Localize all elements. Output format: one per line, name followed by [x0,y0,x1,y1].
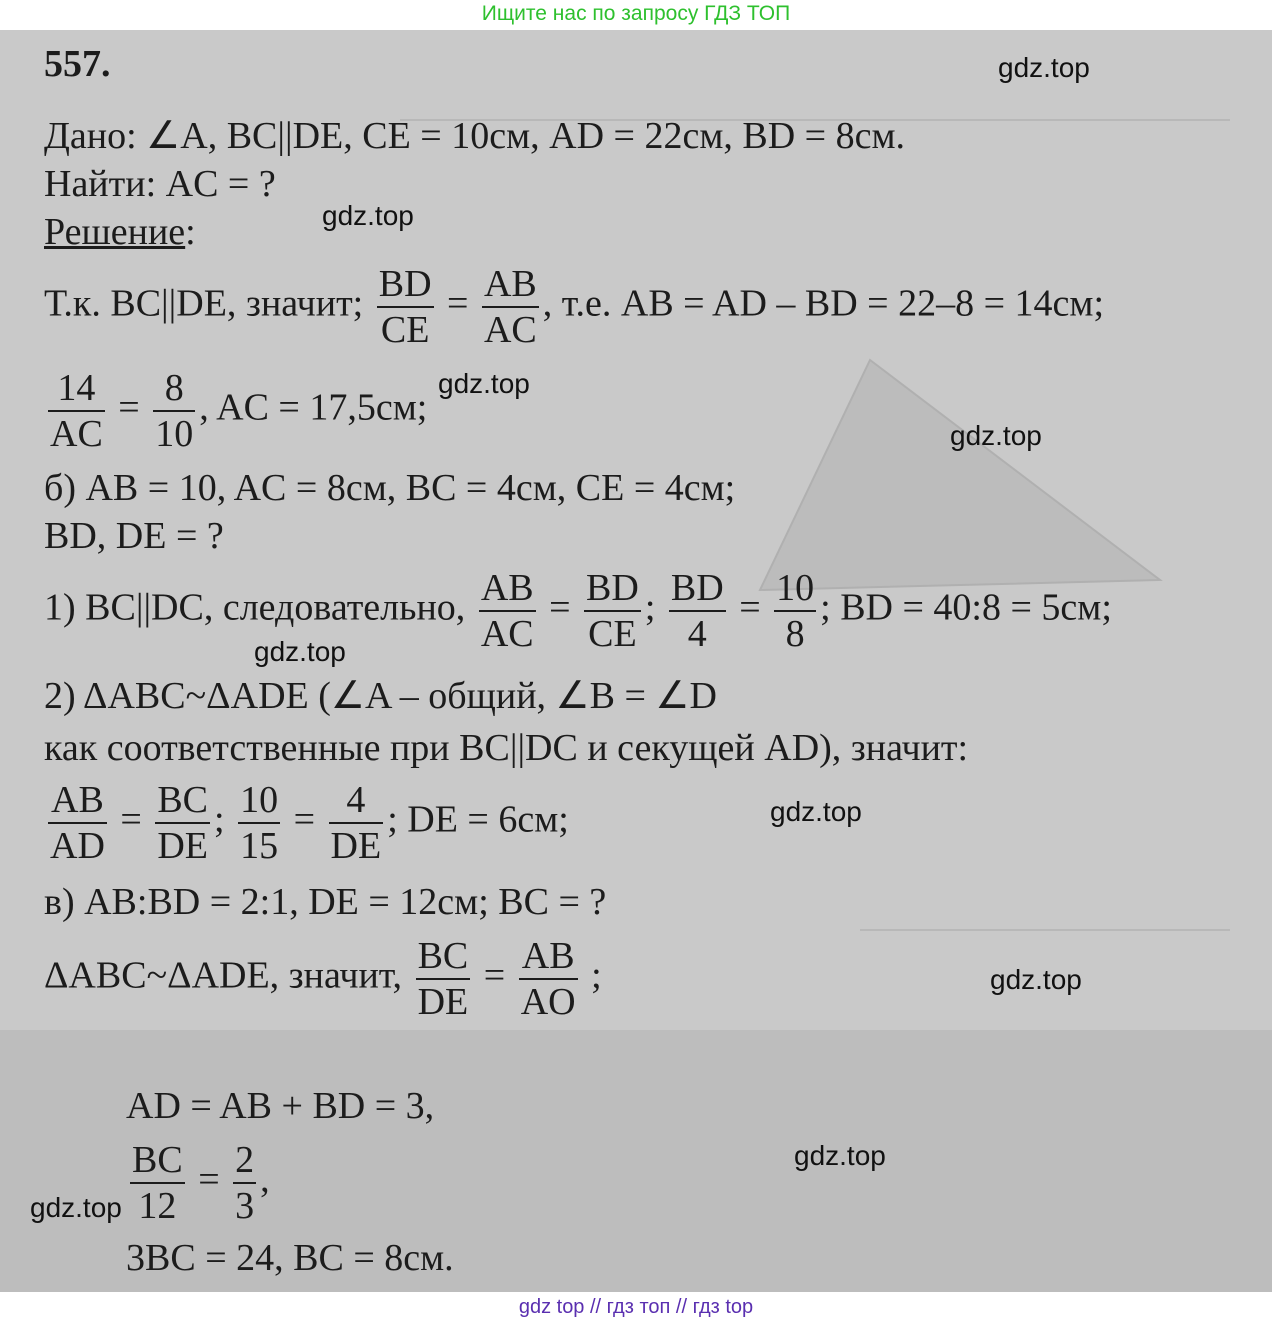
numerator: BD [669,566,726,612]
solution-heading [44,210,196,254]
solution-colon: : [185,211,196,253]
denominator: DE [157,825,208,867]
denominator: AO [520,981,576,1023]
fraction-bc-de [416,934,471,1024]
numerator: BD [584,566,641,612]
numerator: 14 [48,366,105,412]
denominator: 3 [235,1185,255,1227]
step-text: 1) BC||DC, следовательно, [44,586,466,629]
given-line: Дано: ∠A, BC||DE, CE = 10см, AD = 22см, BD = 8см. [44,115,906,157]
fraction-8-10 [153,366,195,456]
denominator: CE [588,613,637,655]
part-b-step-2a: 2) ΔABC~ΔADE (∠A – общий, ∠B = ∠D [44,675,717,717]
equals-sign: = [120,798,142,841]
watermark: gdz.top [322,200,414,231]
textbook-page [0,30,1272,1292]
watermark: gdz.top [254,636,346,667]
part-b-step-1 [44,566,1112,656]
denominator: AD [50,825,105,867]
solution-step-2 [44,366,427,456]
numerator: AB [482,262,539,308]
denominator: CE [380,309,430,351]
problem-number: 557. [44,43,111,85]
denominator: AC [480,613,534,655]
numerator: 4 [329,778,384,824]
equals-sign: = [483,954,506,997]
numerator: BC [130,1138,185,1184]
denominator: 8 [785,613,805,655]
fraction-ab-ao [519,934,578,1024]
fraction-10-15 [238,778,280,868]
fraction-2-3 [233,1138,256,1228]
equals-sign: = [549,586,571,629]
part-c-step-3 [126,1138,270,1228]
fraction-bd-ce [584,566,641,656]
watermark: gdz.top [438,368,530,399]
search-banner[interactable]: Ищите нас по запросу ГДЗ ТОП [481,2,791,25]
part-c-step-1 [44,934,602,1024]
watermark: gdz.top [950,420,1042,451]
find-line: Найти: AC = ? [44,163,276,205]
solution-step-1 [44,262,1104,352]
denominator: AC [483,309,537,351]
equals-sign: = [198,1158,220,1201]
numerator: BD [377,262,434,308]
step-text: ; DE = 6см; [387,798,569,841]
fraction-bd-4 [669,566,726,656]
fraction-ab-ac [482,262,539,352]
step-text: ΔABC~ΔADE, значит, [44,954,403,997]
denominator: DE [330,825,382,867]
fraction-bd-ce [377,262,434,352]
part-c-step-4: 3BC = 24, BC = 8см. [126,1237,454,1279]
equals-sign: = [739,586,761,629]
denominator: DE [417,981,469,1023]
part-c-step-2: AD = AB + BD = 3, [126,1085,435,1127]
watermark: gdz.top [794,1140,886,1171]
denominator: 15 [240,825,279,867]
separator: ; [214,798,225,841]
fraction-ab-ac [479,566,536,656]
footer-links[interactable]: gdz top // гдз топ // гдз top [518,1296,754,1318]
separator: ; [644,586,656,629]
equals-sign: = [293,798,316,841]
part-b-step-2b: как соответственные при BC||DC и секущей AD), значит: [44,727,969,769]
part-b-given: б) AB = 10, AC = 8см, BC = 4см, CE = 4см; [44,467,736,509]
fraction-ab-ad [48,778,107,868]
watermark: gdz.top [990,964,1082,995]
fraction-14-ac [48,366,105,456]
part-b-find: BD, DE = ? [44,515,224,557]
numerator: AB [48,778,107,824]
step-text: , AC = 17,5см; [199,386,428,429]
watermark: gdz.top [770,796,862,827]
numerator: 2 [233,1138,256,1184]
numerator: BC [416,934,471,980]
numerator: 8 [153,366,195,412]
step-text: ; BD = 40:8 = 5см; [820,586,1112,629]
denominator: 12 [138,1185,177,1227]
fraction-bc-12 [130,1138,185,1228]
equals-sign: = [447,282,469,325]
watermark: gdz.top [30,1192,122,1223]
solution-label: Решение [44,211,186,253]
fraction-10-8 [774,566,816,656]
watermark: gdz.top [998,52,1090,83]
numerator: AB [479,566,536,612]
fraction-bc-de [155,778,210,868]
denominator: AC [50,413,103,455]
step-text: , [260,1158,270,1201]
denominator: 10 [155,413,194,455]
numerator: 10 [774,566,816,612]
numerator: AB [519,934,578,980]
numerator: 10 [238,778,280,824]
equals-sign: = [118,386,140,429]
step-text: ; [591,954,602,997]
fraction-4-de [329,778,384,868]
numerator: BC [155,778,210,824]
step-text: , т.е. AB = AD – BD = 22–8 = 14см; [542,282,1105,325]
denominator: 4 [687,613,707,655]
step-text: Т.к. BC||DE, значит; [44,282,364,325]
part-c-given: в) AB:BD = 2:1, DE = 12см; BC = ? [44,881,607,923]
part-b-step-3 [44,778,569,868]
